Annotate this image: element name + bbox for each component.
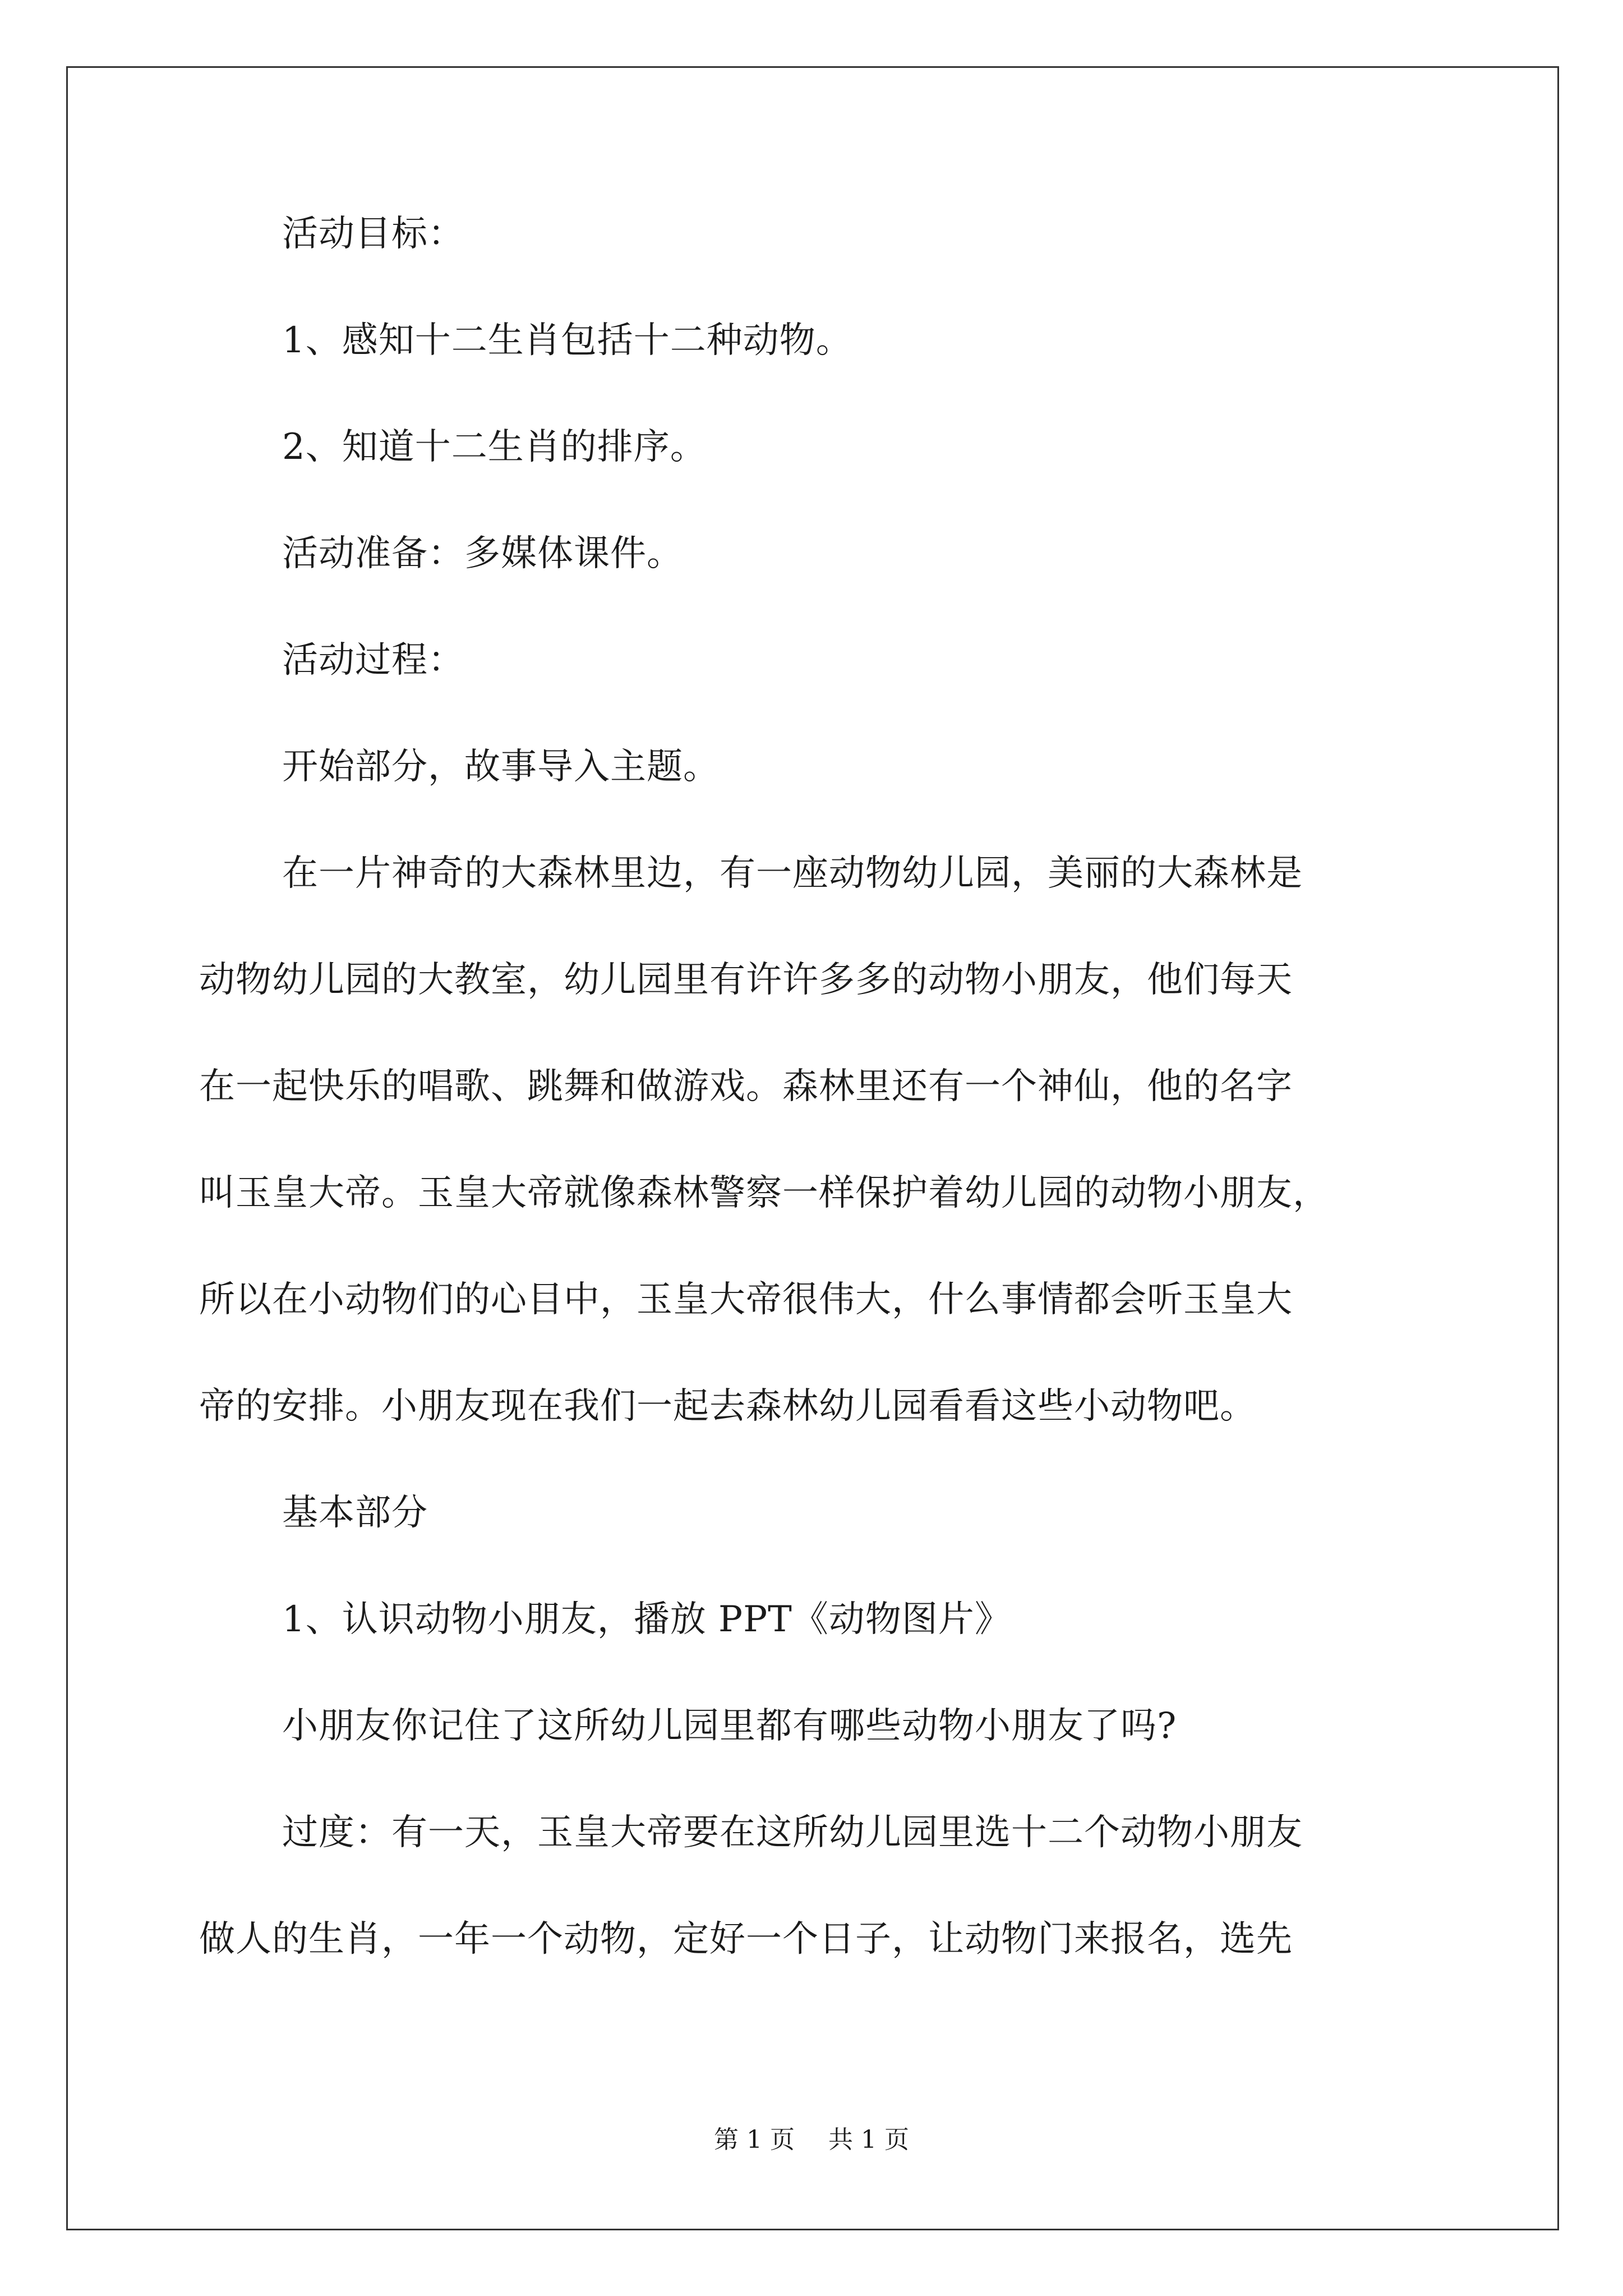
text-line: 基本部分 — [282, 1492, 428, 1534]
text-line: 过度：有一天，玉皇大帝要在这所幼儿园里选十二个动物小朋友 — [282, 1812, 1303, 1853]
text-line: 活动过程： — [282, 639, 464, 681]
page-total: 共 1 页 — [828, 2125, 909, 2154]
page-number: 第 1 页 — [714, 2125, 795, 2154]
text-line: 2、知道十二生肖的排序。 — [282, 426, 707, 468]
text-line: 在一起快乐的唱歌、跳舞和做游戏。森林里还有一个神仙，他的名字 — [199, 1066, 1293, 1107]
text-line: 做人的生肖，一年一个动物，定好一个日子，让动物门来报名，选先 — [199, 1918, 1293, 1960]
text-line: 活动目标： — [282, 213, 464, 255]
text-line: 所以在小动物们的心目中，玉皇大帝很伟大，什么事情都会听玉皇大 — [199, 1279, 1293, 1320]
page-footer — [0, 2123, 1623, 2157]
text-line: 在一片神奇的大森林里边，有一座动物幼儿园，美丽的大森林是 — [282, 853, 1303, 894]
text-line: 活动准备：多媒体课件。 — [282, 533, 683, 574]
text-line: 帝的安排。小朋友现在我们一起去森林幼儿园看看这些小动物吧。 — [199, 1386, 1256, 1427]
text-line: 1、认识动物小朋友，播放 PPT《动物图片》 — [282, 1599, 1011, 1640]
text-line: 开始部分，故事导入主题。 — [282, 746, 720, 788]
text-line: 动物幼儿园的大教室，幼儿园里有许许多多的动物小朋友，他们每天 — [199, 959, 1293, 1001]
text-line: 叫玉皇大帝。玉皇大帝就像森林警察一样保护着幼儿园的动物小朋友， — [199, 1172, 1329, 1214]
document-body — [199, 208, 1450, 2019]
text-line: 1、感知十二生肖包括十二种动物。 — [282, 320, 852, 361]
text-line: 小朋友你记住了这所幼儿园里都有哪些动物小朋友了吗? — [282, 1705, 1177, 1747]
